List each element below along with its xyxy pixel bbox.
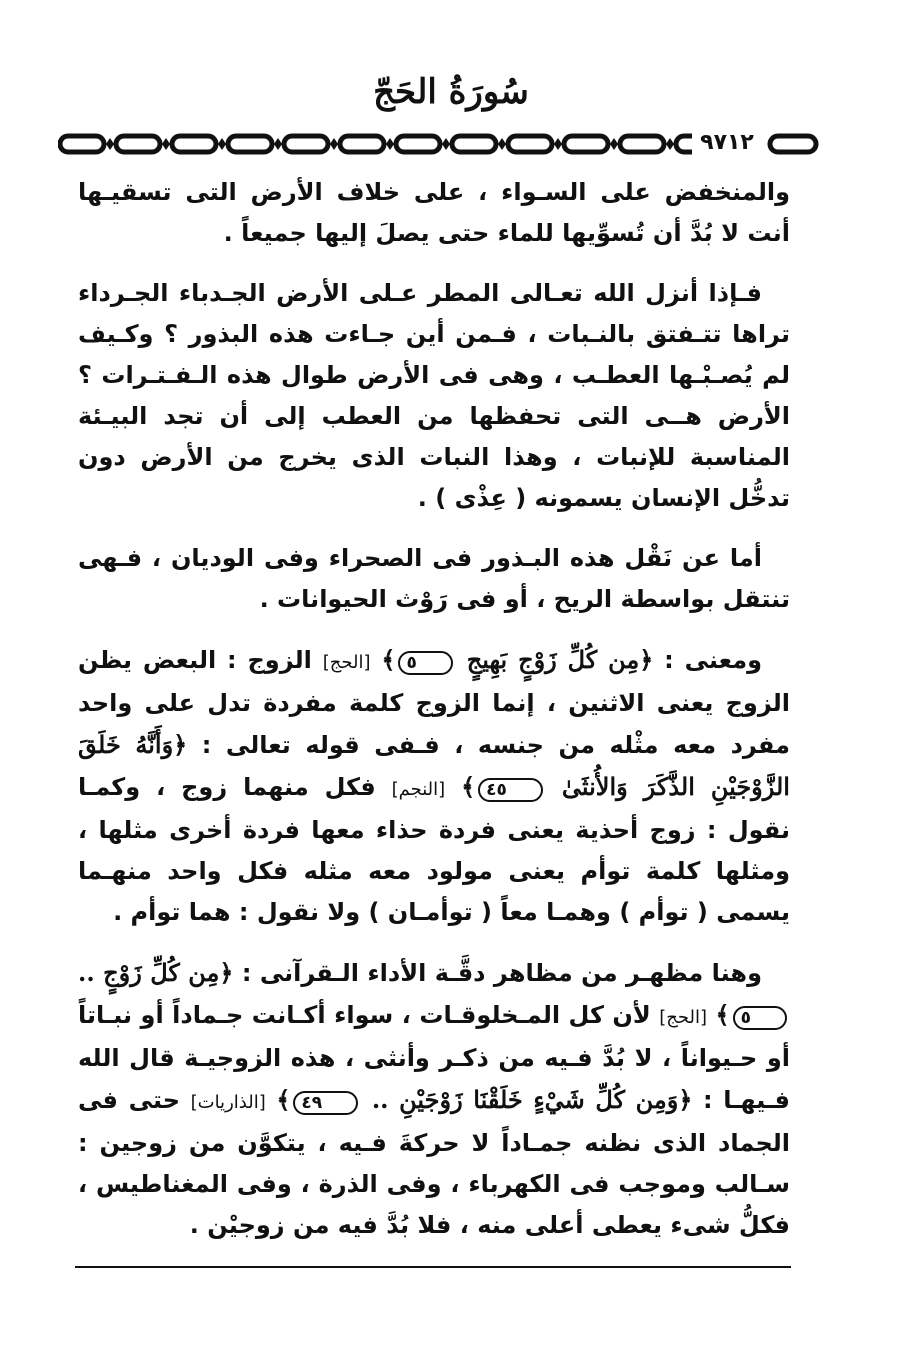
paragraph-4-intro: ومعنى : [653, 646, 762, 674]
paragraph-5-intro: وهنا مظهـر من مظاهر دقَّـة الأداء الـقرآنى : [233, 959, 762, 987]
quran-verse-2: ﴿وَأَنَّهُ خَلَقَ الزَّوْجَيْنِ الذَّكَرَ وَالأُنثَىٰ [78, 730, 790, 801]
footer-rule [75, 1266, 791, 1268]
ayah-number-badge-4: ٤٩ [293, 1091, 358, 1115]
surah-reference-3: [الحج] [659, 1007, 708, 1028]
paragraph-4 [78, 639, 790, 933]
surah-reference-4: [الذاريات] [190, 1092, 266, 1113]
ayah-number-badge-3: ٥ [733, 1006, 787, 1030]
paragraph-5 [78, 952, 790, 1246]
paragraph-4-body-2: فكل منهما زوج ، وكمـا نقول : زوج أحذية يعنى فردة حذاء معها فردة أخرى مثلها ، ومثلها كلمة توأم يعنى مولود معه مثله فكل واحد منهـما يسمى ( توأم ) وهمـا معاً ( توأمـان ) ولا نقول : هما توأم . [78, 773, 790, 926]
paragraph-5-body-2: حتى فى الجماد الذى نظنه جمـاداً لا حركةَ فـيه ، يتكوَّن من زوجين : سـالب وموجب فى الكهرباء ، وفى الذرة ، وفى المغناطيس ، فكلُّ شىء يعطى أعلى منه ، فلا بُدَّ فيه من زوجيْن . [78, 1086, 790, 1239]
paragraph-2: فـإذا أنزل الله تعـالى المطر عـلى الأرض الجـدباء الجـرداء تراها تتـفتق بالنـبات ، فـمن أين جـاءت هذه البذور ؟ وكـيف لم يُصـبْـها العطـب ، وهى فى الأرض طوال هذه الـفـتـرات ؟ الأرض هــى التى تحفظها من العطب إلى أن تجد البيـئة المناسبة للإنبات ، وهذا النبات الذى يخرج من الأرض دون تدخُّل الإنسان يسمونه ( عِذْى ) . [78, 279, 790, 512]
surah-title: سُورَةُ الحَجّ [373, 72, 529, 112]
surah-reference-2: [النجم] [391, 779, 446, 800]
paragraph-5-body: لأن كل المـخلوقـات ، سواء أكـانت جـماداً أو نبـاتاً أو حـيواناً ، لا بُدَّ فـيه من ذكـر وأنثى ، هذه الزوجيـة قال الله فـيهـا : [78, 1001, 790, 1114]
quran-verse: ﴿مِن كُلِّ زَوْجٍ بَهِيجٍ [466, 645, 654, 674]
verse-close-bracket-2: ﴾ [461, 772, 476, 801]
paragraph-4-body: الزوج : البعض يظن الزوج يعنى الاثنين ، إنما الزوج كلمة مفردة تدل على واحد مفرد معه مثْله من جنسه ، فـفى قوله تعالى : [78, 646, 790, 759]
quran-verse-3: ﴿مِن كُلِّ زَوْجٍ .. [78, 958, 234, 987]
paragraph-1: والمنخفض على السـواء ، على خلاف الأرض التى تسقيـها أنت لا بُدَّ أن تُسوِّيها للماء حتى يصلَ إليها جميعاً . [78, 178, 790, 247]
quran-verse-4: ﴿وَمِن كُلِّ شَيْءٍ خَلَقْنَا زَوْجَيْنِ .. [371, 1085, 693, 1114]
ayah-number-badge: ٥ [398, 651, 452, 675]
ayah-number-badge-2: ٤٥ [478, 778, 543, 802]
page-number: ٩٧١٢ [692, 128, 762, 158]
verse-close-bracket-4: ﴾ [276, 1085, 291, 1114]
surah-reference: [الحج] [322, 652, 371, 673]
paragraph-3: أما عن نَقْل هذه البـذور فى الصحراء وفى الوديان ، فـهى تنتقل بواسطة الريح ، أو فى رَوْث الحيوانات . [78, 544, 790, 613]
verse-close-bracket-3: ﴾ [715, 1000, 730, 1029]
verse-close-bracket: ﴾ [381, 645, 396, 674]
body-text [78, 172, 790, 1265]
